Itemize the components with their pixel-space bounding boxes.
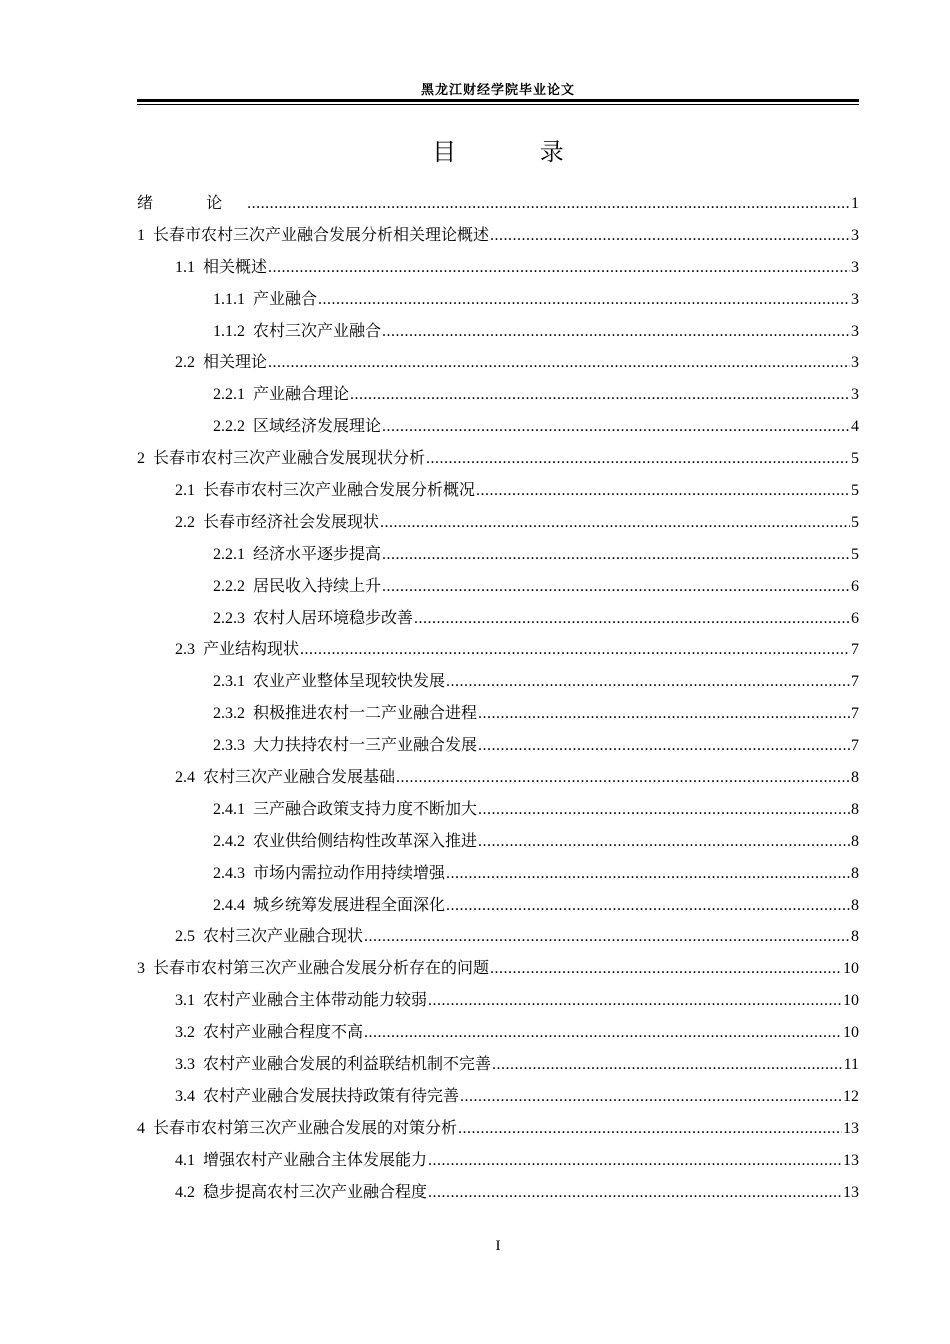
toc-entry-title: 积极推进农村一二产业融合进程 (253, 703, 478, 723)
toc-entry[interactable] (137, 1048, 859, 1080)
toc-leader-dots (268, 252, 850, 283)
toc-entry-number: 2.3.2 (213, 705, 245, 723)
toc-leader-dots (446, 890, 850, 921)
table-of-contents (137, 187, 859, 1208)
toc-entry-number: 1 (137, 226, 145, 244)
toc-entry-title: 农村三次产业融合发展基础 (203, 767, 396, 787)
toc-leader-dots (364, 1017, 842, 1048)
toc-entry[interactable] (137, 952, 859, 984)
toc-entry-title: 增强农村产业融合主体发展能力 (203, 1149, 428, 1169)
toc-entry-page: 8 (851, 769, 859, 787)
toc-entry[interactable] (137, 920, 859, 952)
toc-entry[interactable] (137, 1016, 859, 1048)
toc-leader-dots (268, 347, 850, 378)
toc-entry-title: 农村产业融合发展的利益联结机制不完善 (203, 1054, 492, 1074)
toc-entry-page: 4 (851, 418, 859, 436)
toc-entry-number: 2.5 (175, 928, 195, 946)
toc-entry[interactable] (137, 665, 859, 697)
toc-entry-title: 产业融合 (253, 288, 318, 308)
toc-entry[interactable] (137, 315, 859, 347)
toc-entry-page: 12 (843, 1087, 859, 1105)
toc-entry-number: 1.1 (175, 258, 195, 276)
toc-entry-title: 农村人居环境稳步改善 (253, 607, 414, 627)
toc-entry-number: 3.2 (175, 1024, 195, 1042)
toc-entry-title: 相关理论 (203, 352, 268, 372)
toc-entry-number: 4.2 (175, 1183, 195, 1201)
toc-leader-dots (414, 603, 850, 634)
toc-leader-dots (380, 507, 850, 538)
toc-entry-number: 2.2.3 (213, 609, 245, 627)
toc-entry-title: 产业结构现状 (203, 639, 300, 659)
toc-entry-title: 长春市农村三次产业融合发展分析概况 (203, 480, 476, 500)
toc-leader-dots (300, 634, 850, 665)
toc-entry-number: 1.1.1 (213, 290, 245, 308)
toc-entry-title: 绪 论 (137, 193, 247, 212)
toc-entry-title: 产业融合理论 (253, 384, 350, 404)
toc-leader-dots (428, 985, 842, 1016)
toc-entry-page: 7 (851, 705, 859, 723)
toc-entry[interactable] (137, 889, 859, 921)
toc-leader-dots (428, 1145, 842, 1176)
document-header-title: 黑龙江财经学院毕业论文 (420, 83, 575, 98)
toc-entry-title: 市场内需拉动作用持续增强 (253, 862, 446, 882)
toc-entry[interactable] (137, 602, 859, 634)
toc-entry-title: 长春市农村三次产业融合发展现状分析 (153, 448, 426, 468)
toc-entry-page: 11 (843, 1056, 859, 1074)
toc-entry-page: 3 (851, 290, 859, 308)
toc-entry-title: 稳步提高农村三次产业融合程度 (203, 1181, 428, 1201)
toc-entry-page: 5 (851, 482, 859, 500)
toc-entry-number: 2.2.2 (213, 418, 245, 436)
toc-entry-number: 2.3.3 (213, 737, 245, 755)
toc-entry-page: 10 (843, 960, 859, 978)
toc-entry-title: 农村产业融合程度不高 (203, 1022, 364, 1042)
toc-entry[interactable] (137, 442, 859, 474)
toc-entry-page: 13 (843, 1119, 859, 1137)
toc-entry-title: 农村三次产业融合现状 (203, 926, 364, 946)
toc-leader-dots (396, 762, 850, 793)
toc-entry-page: 8 (851, 928, 859, 946)
toc-leader-dots (350, 379, 850, 410)
toc-entry-number: 4.1 (175, 1151, 195, 1169)
page-number: I (495, 1238, 501, 1254)
toc-entry-number: 2.2.1 (213, 386, 245, 404)
toc-leader-dots (492, 1049, 843, 1080)
toc-entry[interactable] (137, 410, 859, 442)
toc-leader-dots (247, 188, 850, 219)
toc-entry-title: 三产融合政策支持力度不断加大 (253, 798, 478, 818)
header-rule-thick (137, 99, 859, 102)
toc-entry[interactable] (137, 219, 859, 251)
toc-entry-number: 2.4 (175, 769, 195, 787)
toc-entry[interactable] (137, 761, 859, 793)
toc-leader-dots (478, 730, 850, 761)
toc-entry-page: 7 (851, 673, 859, 691)
toc-entry[interactable] (137, 187, 859, 219)
header-rule-thin (137, 104, 859, 105)
toc-entry-number: 2.1 (175, 482, 195, 500)
toc-leader-dots (460, 1081, 842, 1112)
toc-entry[interactable] (137, 633, 859, 665)
toc-leader-dots (426, 443, 850, 474)
toc-entry[interactable] (137, 474, 859, 506)
toc-entry-number: 2.3 (175, 641, 195, 659)
toc-entry[interactable] (137, 378, 859, 410)
toc-entry-title: 农业产业整体呈现较快发展 (253, 671, 446, 691)
toc-entry-page: 3 (851, 354, 859, 372)
toc-entry-page: 8 (851, 896, 859, 914)
toc-heading: 目 录 (432, 138, 602, 166)
toc-entry[interactable] (137, 538, 859, 570)
toc-entry[interactable] (137, 697, 859, 729)
toc-leader-dots (446, 858, 850, 889)
toc-leader-dots (318, 284, 850, 315)
toc-entry-page: 3 (851, 386, 859, 404)
toc-entry-page: 7 (851, 737, 859, 755)
toc-entry-title: 农村产业融合发展扶持政策有待完善 (203, 1085, 460, 1105)
toc-entry-page: 5 (851, 545, 859, 563)
toc-entry[interactable] (137, 1144, 859, 1176)
toc-entry-page: 10 (843, 1024, 859, 1042)
toc-leader-dots (490, 220, 850, 251)
toc-entry[interactable] (137, 1112, 859, 1144)
toc-entry[interactable] (137, 857, 859, 889)
toc-leader-dots (458, 1113, 842, 1144)
toc-entry-page: 8 (851, 832, 859, 850)
toc-entry-page: 8 (851, 864, 859, 882)
toc-entry[interactable] (137, 570, 859, 602)
toc-leader-dots (478, 698, 850, 729)
toc-entry-title: 长春市农村第三次产业融合发展分析存在的问题 (153, 958, 490, 978)
toc-entry-page: 3 (851, 322, 859, 340)
toc-entry[interactable] (137, 1080, 859, 1112)
toc-entry-title: 经济水平逐步提高 (253, 543, 382, 563)
toc-entry[interactable] (137, 346, 859, 378)
toc-entry-number: 2 (137, 450, 145, 468)
toc-entry-title: 长春市农村三次产业融合发展分析相关理论概述 (153, 224, 490, 244)
toc-entry-page: 5 (851, 513, 859, 531)
toc-entry-title: 区域经济发展理论 (253, 416, 382, 436)
toc-entry-number: 1.1.2 (213, 322, 245, 340)
toc-entry-title: 相关概述 (203, 256, 268, 276)
toc-entry[interactable] (137, 251, 859, 283)
toc-entry-number: 3.4 (175, 1087, 195, 1105)
toc-entry-page: 8 (851, 800, 859, 818)
toc-entry-number: 2.2.2 (213, 577, 245, 595)
toc-leader-dots (364, 921, 850, 952)
toc-leader-dots (382, 571, 850, 602)
toc-entry-page: 3 (851, 226, 859, 244)
toc-entry-number: 2.2 (175, 354, 195, 372)
toc-entry-page: 7 (851, 641, 859, 659)
toc-entry-page: 10 (843, 992, 859, 1010)
toc-leader-dots (382, 539, 850, 570)
toc-entry[interactable] (137, 793, 859, 825)
toc-leader-dots (476, 475, 850, 506)
toc-entry-title: 大力扶持农村一三产业融合发展 (253, 735, 478, 755)
toc-entry-number: 3.3 (175, 1056, 195, 1074)
toc-entry-number: 3 (137, 960, 145, 978)
toc-entry[interactable] (137, 1176, 859, 1208)
toc-entry-title: 农村三次产业融合 (253, 320, 382, 340)
toc-entry[interactable] (137, 984, 859, 1016)
toc-entry-title: 居民收入持续上升 (253, 575, 382, 595)
toc-leader-dots (382, 316, 850, 347)
toc-entry[interactable] (137, 506, 859, 538)
toc-leader-dots (478, 826, 850, 857)
toc-leader-dots (382, 411, 850, 442)
toc-entry-page: 6 (851, 609, 859, 627)
toc-entry-number: 2.4.1 (213, 800, 245, 818)
toc-entry-number: 2.4.4 (213, 896, 245, 914)
toc-entry[interactable] (137, 825, 859, 857)
toc-leader-dots (446, 666, 850, 697)
toc-entry-page: 6 (851, 577, 859, 595)
toc-entry-number: 2.4.2 (213, 832, 245, 850)
toc-entry-title: 农村产业融合主体带动能力较弱 (203, 990, 428, 1010)
toc-entry-number: 2.4.3 (213, 864, 245, 882)
toc-entry-page: 5 (851, 450, 859, 468)
toc-entry[interactable] (137, 729, 859, 761)
toc-entry[interactable] (137, 283, 859, 315)
toc-leader-dots (490, 953, 842, 984)
toc-entry-number: 2.2 (175, 513, 195, 531)
toc-entry-page: 13 (843, 1151, 859, 1169)
toc-entry-page: 13 (843, 1183, 859, 1201)
toc-entry-number: 2.2.1 (213, 545, 245, 563)
toc-entry-title: 长春市农村第三次产业融合发展的对策分析 (153, 1117, 458, 1137)
toc-entry-title: 长春市经济社会发展现状 (203, 511, 380, 531)
toc-entry-page: 3 (851, 258, 859, 276)
toc-leader-dots (428, 1177, 842, 1208)
toc-entry-number: 2.3.1 (213, 673, 245, 691)
toc-entry-title: 农业供给侧结构性改革深入推进 (253, 830, 478, 850)
toc-entry-page: 1 (851, 195, 859, 212)
toc-leader-dots (478, 794, 850, 825)
toc-entry-title: 城乡统筹发展进程全面深化 (253, 894, 446, 914)
toc-entry-number: 3.1 (175, 992, 195, 1010)
toc-entry-number: 4 (137, 1119, 145, 1137)
